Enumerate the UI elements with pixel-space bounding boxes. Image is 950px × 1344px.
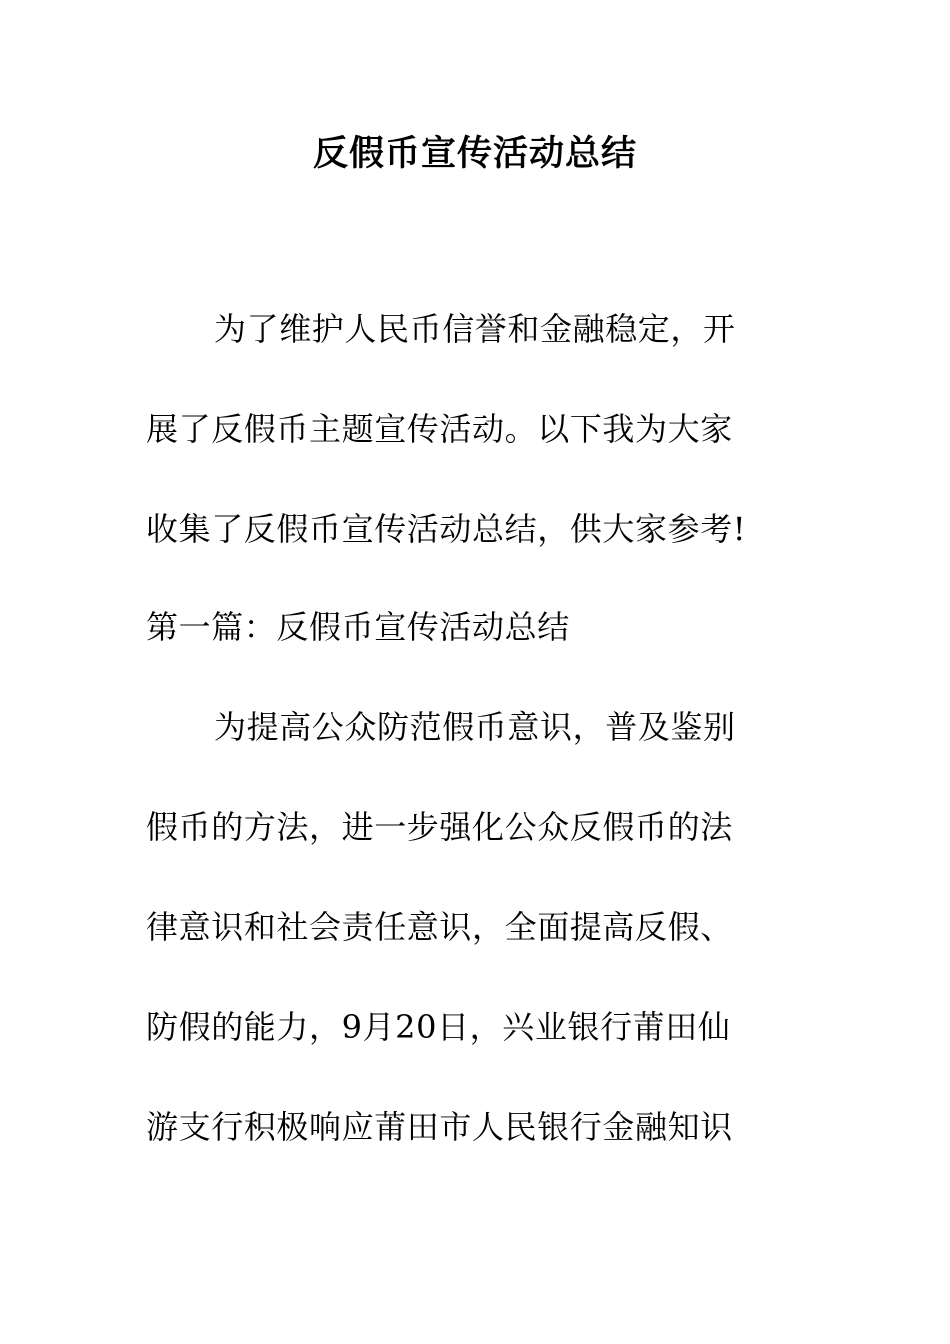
paragraph-line-9: 游支行积极响应莆田市人民银行金融知识 [146, 1108, 733, 1146]
paragraph-line-6: 假币的方法，进一步强化公众反假币的法 [146, 808, 733, 846]
section-heading: 第一篇：反假币宣传活动总结 [146, 608, 570, 646]
document-title: 反假币宣传活动总结 [312, 134, 637, 174]
paragraph-line-8: 防假的能力，9月20日，兴业银行莆田仙 [146, 1008, 731, 1046]
paragraph-line-7: 律意识和社会责任意识，全面提高反假、 [146, 908, 733, 946]
paragraph-line-3: 收集了反假币宣传活动总结，供大家参考! [146, 510, 747, 548]
paragraph-line-5: 为提高公众防范假币意识，普及鉴别 [214, 708, 736, 746]
paragraph-line-1: 为了维护人民币信誉和金融稳定，开 [214, 310, 736, 348]
paragraph-line-2: 展了反假币主题宣传活动。以下我为大家 [146, 410, 733, 448]
